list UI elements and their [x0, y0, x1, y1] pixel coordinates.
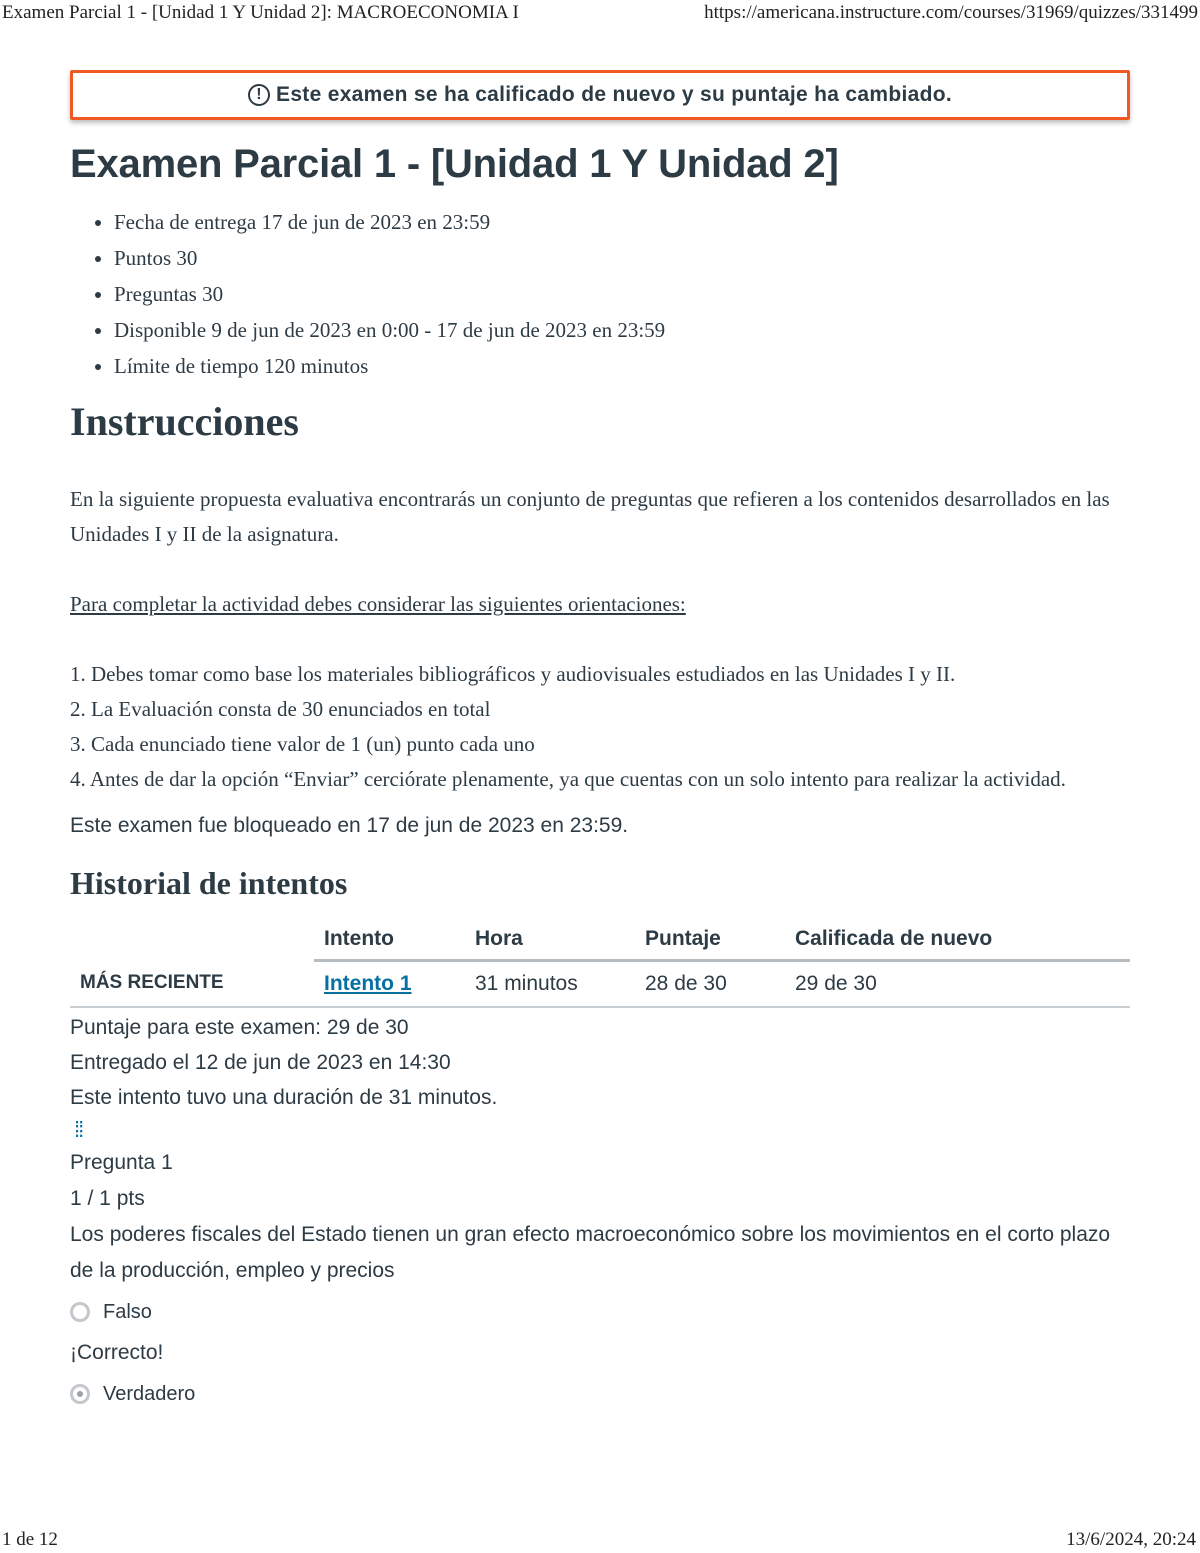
print-datetime: 13/6/2024, 20:24 [1066, 1529, 1196, 1550]
warning-icon: ! [248, 84, 270, 106]
print-footer [0, 1527, 1200, 1553]
answer-option-false[interactable] [70, 1293, 1130, 1331]
question-text: Los poderes fiscales del Estado tienen un gran efecto macroeconómico sobre los movimientos en el corto plazo de la producción, empleo y precios [70, 1223, 1111, 1282]
instruction-item: 1. Debes tomar como base los materiales bibliográficos y audiovisuales estudiados en las Unidades I y II. [70, 662, 956, 686]
print-header-title: Examen Parcial 1 - [Unidad 1 Y Unidad 2]: MACROECONOMIA I [2, 2, 519, 23]
print-header [0, 0, 1200, 28]
instructions-intro: En la siguiente propuesta evaluativa encontrarás un conjunto de preguntas que refieren a los contenidos desarrollados en las Unidades I y II de la asignatura. [70, 487, 1110, 546]
question-block [70, 1145, 1130, 1289]
instructions-list [70, 657, 1130, 797]
time-limit: • Límite de tiempo 120 minutos [114, 348, 1130, 384]
quiz-score: Puntaje para este examen: 29 de 30 [70, 1016, 409, 1039]
answer-label: Falso [103, 1300, 152, 1323]
history-heading: Historial de intentos [70, 865, 348, 901]
answer-feedback: ¡Correcto! [70, 1341, 164, 1364]
column-header-regraded: Calificada de nuevo [785, 919, 1130, 961]
radio-unselected-icon[interactable] [70, 1302, 90, 1322]
instructions-body [70, 482, 1130, 797]
regrade-alert [70, 70, 1130, 120]
attempts-header-row [70, 919, 1130, 961]
column-header-score: Puntaje [635, 919, 785, 961]
instructions-orientation-title: Para completar la actividad debes considerar las siguientes orientaciones: [70, 592, 686, 616]
attempt-cell [314, 961, 465, 1008]
column-header-attempt: Intento [314, 919, 465, 961]
attempt-time: 31 minutos [465, 961, 635, 1008]
most-recent-label: MÁS RECIENTE [70, 961, 314, 1008]
attempt-regraded-score: 29 de 30 [785, 961, 1130, 1008]
question-count: • Preguntas 30 [114, 276, 1130, 312]
attempts-table [70, 919, 1130, 1008]
locked-notice: Este examen fue bloqueado en 17 de jun de 2023 en 23:59. [70, 814, 629, 837]
attempt-duration: Este intento tuvo una duración de 31 minutos. [70, 1086, 498, 1109]
answer-option-true[interactable] [70, 1375, 1130, 1413]
drag-handle-icon[interactable]: ⁞⁞ [74, 1117, 83, 1142]
print-header-url: https://americana.instructure.com/courses/31969/quizzes/331499 [704, 2, 1198, 23]
availability: • Disponible 9 de jun de 2023 en 0:00 - 17 de jun de 2023 en 23:59 [114, 312, 1130, 348]
question-points: 1 / 1 pts [70, 1187, 145, 1210]
attempt-score: 28 de 30 [635, 961, 785, 1008]
due-date: • Fecha de entrega 17 de jun de 2023 en 23:59 [114, 204, 1130, 240]
column-header-blank [70, 919, 314, 961]
page-number: 1 de 12 [2, 1529, 58, 1550]
instruction-item: 4. Antes de dar la opción “Enviar” cerciórate plenamente, ya que cuentas con un solo intento para realizar la actividad. [70, 767, 1066, 791]
quiz-content [70, 70, 1130, 1413]
instruction-item: 3. Cada enunciado tiene valor de 1 (un) punto cada uno [70, 732, 535, 756]
instruction-item: 2. La Evaluación consta de 30 enunciados en total [70, 697, 491, 721]
submitted-date: Entregado el 12 de jun de 2023 en 14:30 [70, 1051, 451, 1074]
column-header-time: Hora [465, 919, 635, 961]
radio-selected-icon[interactable] [70, 1384, 90, 1404]
quiz-title: Examen Parcial 1 - [Unidad 1 Y Unidad 2] [70, 142, 839, 186]
points: • Puntos 30 [114, 240, 1130, 276]
answer-label: Verdadero [103, 1382, 196, 1405]
instructions-heading: Instrucciones [70, 399, 299, 444]
quiz-meta-list [70, 204, 1130, 384]
regrade-alert-text: Este examen se ha calificado de nuevo y su puntaje ha cambiado. [276, 83, 952, 106]
attempt-summary [70, 1010, 1130, 1115]
question-number: Pregunta 1 [70, 1151, 173, 1174]
table-row [70, 961, 1130, 1008]
attempt-link[interactable]: Intento 1 [324, 972, 412, 995]
